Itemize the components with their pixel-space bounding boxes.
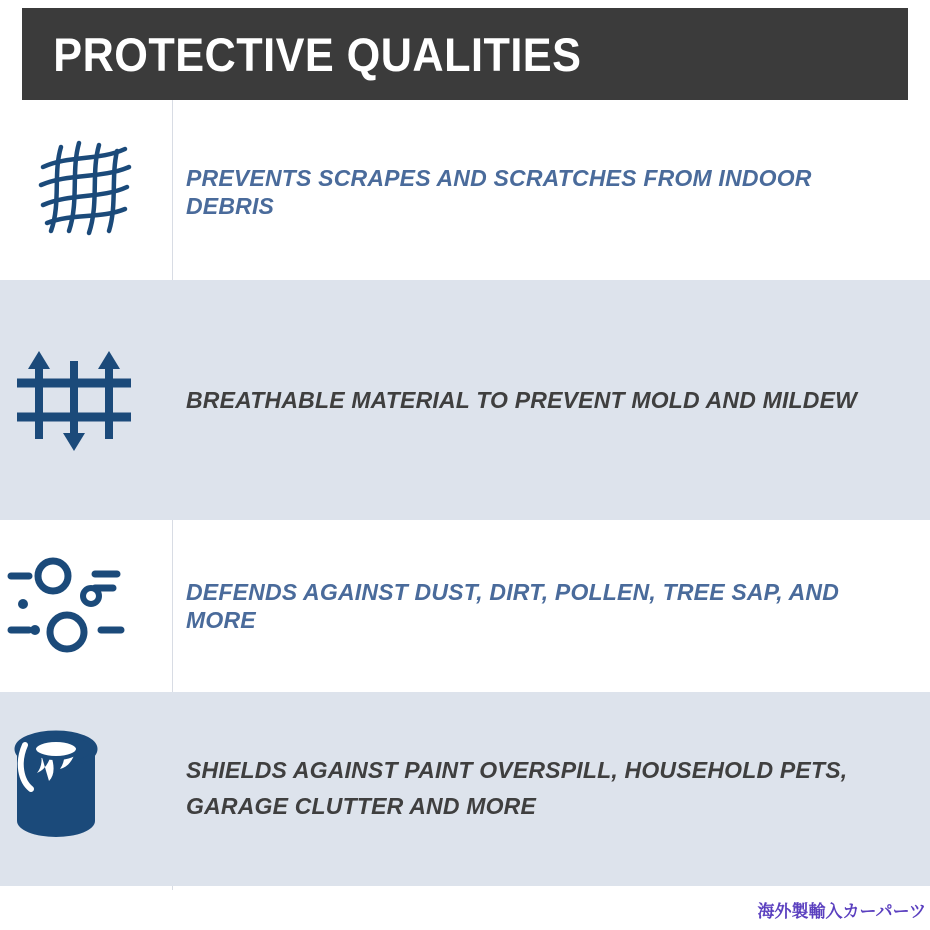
- paint-can-icon: [0, 719, 137, 859]
- feature-row: [0, 104, 930, 280]
- row-icon-cell: [0, 546, 156, 666]
- scratch-mesh-icon: [21, 127, 151, 257]
- feature-row: [0, 520, 930, 692]
- row-icon-cell: [0, 127, 172, 257]
- feature-text: PREVENTS SCRAPES AND SCRATCHES FROM INDOOR DEBRIS: [186, 164, 812, 219]
- feature-row: [0, 692, 930, 886]
- row-icon-cell: [0, 719, 148, 859]
- page-title: PROTECTIVE QUALITIES: [53, 27, 582, 81]
- feature-row: [0, 280, 930, 520]
- dust-particles-icon: [0, 546, 145, 666]
- header-bar: [22, 8, 908, 100]
- row-icon-cell: [0, 335, 160, 465]
- feature-text: DEFENDS AGAINST DUST, DIRT, POLLEN, TREE SAP, AND MORE: [186, 578, 840, 633]
- watermark: 海外製輸入カーパーツ: [752, 899, 930, 926]
- feature-text: SHIELDS AGAINST PAINT OVERSPILL, HOUSEHOLD PETS, GARAGE CLUTTER AND MORE: [186, 757, 848, 819]
- breathable-arrows-icon: [0, 335, 149, 465]
- feature-text: BREATHABLE MATERIAL TO PREVENT MOLD AND MILDEW: [186, 386, 858, 413]
